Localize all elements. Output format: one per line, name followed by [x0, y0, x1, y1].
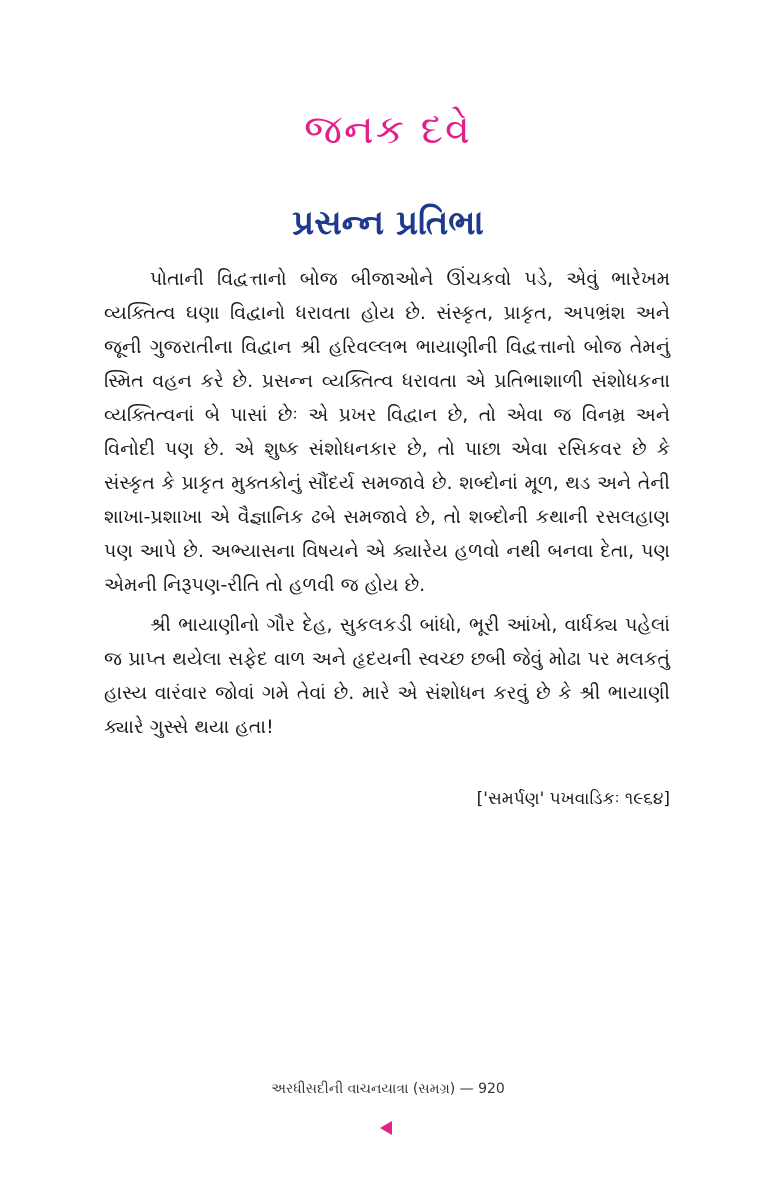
- article-title: પ્રસન્ન પ્રતિભા: [292, 203, 484, 243]
- page-footer: અરધીસદીની વાચનયાત્રા (સમગ્ર) — 920: [271, 1081, 505, 1097]
- source-citation: ['સમર્પણ' પખવાડિકઃ ૧૯૬૪]: [476, 789, 670, 809]
- previous-page-icon[interactable]: [380, 1121, 392, 1135]
- paragraph: શ્રી ભાયાણીનો ગૌર દેહ, સુકલકડી બાંધો, ભૂરી આંખો, વાર્ધક્ય પહેલાં જ પ્રાપ્ત થયેલા સફેદ વાળ અને હૃદયની સ્વચ્છ છબી જેવું મોઢા પર મલકતું હાસ્ય વારંવાર જોવાં ગમે તેવાં છે. મારે એ સંશોધન કરવું છે કે શ્રી ભાયાણી ક્યારે ગુસ્સે થયા હતા!: [104, 614, 670, 738]
- article-body: [104, 262, 670, 750]
- paragraph: પોતાની વિદ્વત્તાનો બોજ બીજાઓને ઊંચકવો પડે, એવું ભારેખમ વ્યક્તિત્વ ઘણા વિદ્વાનો ધરાવતા હોય છે. સંસ્કૃત, પ્રાકૃત, અપભ્રંશ અને જૂની ગુજરાતીના વિદ્વાન શ્રી હરિવલ્લભ ભાયાણીની વિદ્વત્તાનો બોજ તેમનું સ્મિત વહન કરે છે. પ્રસન્ન વ્યક્તિત્વ ધરાવતા એ પ્રતિભાશાળી સંશોધકના વ્યક્તિત્વનાં બે પાસાં છેઃ એ પ્રખર વિદ્વાન છે, તો એવા જ વિનમ્ર અને વિનોદી પણ છે. એ શુષ્ક સંશોધનકાર છે, તો પાછા એવા રસિકવર છે કે સંસ્કૃત કે પ્રાકૃત મુક્તકોનું સૌંદર્ય સમજાવે છે. શબ્દોનાં મૂળ, થડ અને તેની શાખા-પ્રશાખા એ વૈજ્ઞાનિક ઢબે સમજાવે છે, તો શબ્દોની કથાની રસલહાણ પણ આપે છે. અભ્યાસના વિષયને એ ક્યારેય હળવો નથી બનવા દેતા, પણ એમની નિરૂપણ-રીતિ તો હળવી જ હોય છે.: [104, 268, 670, 596]
- author-name: જનક દવે: [304, 107, 472, 153]
